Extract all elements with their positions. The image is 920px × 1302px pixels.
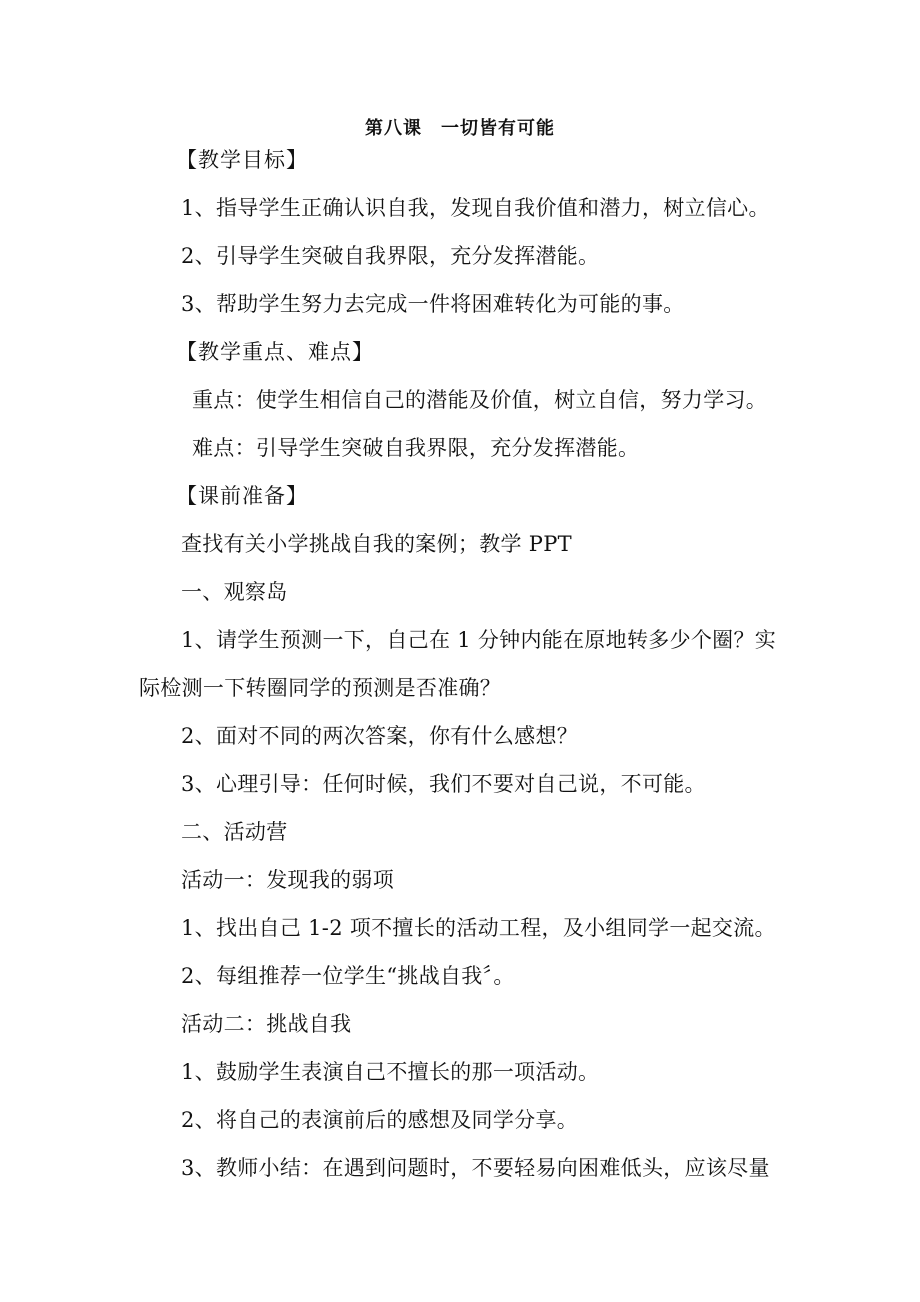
key-point: 重点：使学生相信自己的潜能及价值，树立自信，努力学习。 (192, 388, 768, 412)
activity2-item3: 3、教师小结：在遇到问题时，不要轻易向困难低头，应该尽量 (181, 1156, 770, 1180)
prep-heading: 【课前准备】 (176, 484, 308, 508)
goal-1: 1、指导学生正确认识自我，发现自我价值和潜力，树立信心。 (181, 196, 770, 220)
goal-3: 3、帮助学生努力去完成一件将困难转化为可能的事。 (181, 292, 685, 316)
goals-heading: 【教学目标】 (176, 148, 308, 172)
part1-heading: 一、观察岛 (181, 580, 288, 604)
part1-item2: 2、面对不同的两次答案，你有什么感想？ (181, 724, 579, 748)
part1-item3: 3、心理引导：任何时候，我们不要对自己说，不可能。 (181, 772, 706, 796)
part2-heading: 二、活动营 (181, 820, 288, 844)
goal-2: 2、引导学生突破自我界限，充分发挥潜能。 (181, 244, 600, 268)
activity1-item1: 1、找出自己 1-2 项不擅长的活动工程，及小组同学一起交流。 (181, 916, 776, 940)
activity1-heading: 活动一：发现我的弱项 (181, 868, 394, 892)
activity1-item2: 2、每组推荐一位学生“挑战自我〞。 (181, 964, 515, 988)
activity2-item1: 1、鼓励学生表演自己不擅长的那一项活动。 (181, 1060, 600, 1084)
part1-item1-line2: 际检测一下转圈同学的预测是否准确？ (139, 676, 502, 700)
part1-item1-line1: 1、请学生预测一下，自己在 1 分钟内能在原地转多少个圈？实 (181, 628, 777, 652)
prep-text: 查找有关小学挑战自我的案例；教学 PPT (181, 532, 572, 556)
activity2-item2: 2、将自己的表演前后的感想及同学分享。 (181, 1108, 579, 1132)
key-heading: 【教学重点、难点】 (176, 340, 374, 364)
activity2-heading: 活动二：挑战自我 (181, 1012, 352, 1036)
document-title: 第八课 一切皆有可能 (365, 118, 555, 139)
difficult-point: 难点：引导学生突破自我界限，充分发挥潜能。 (192, 436, 640, 460)
